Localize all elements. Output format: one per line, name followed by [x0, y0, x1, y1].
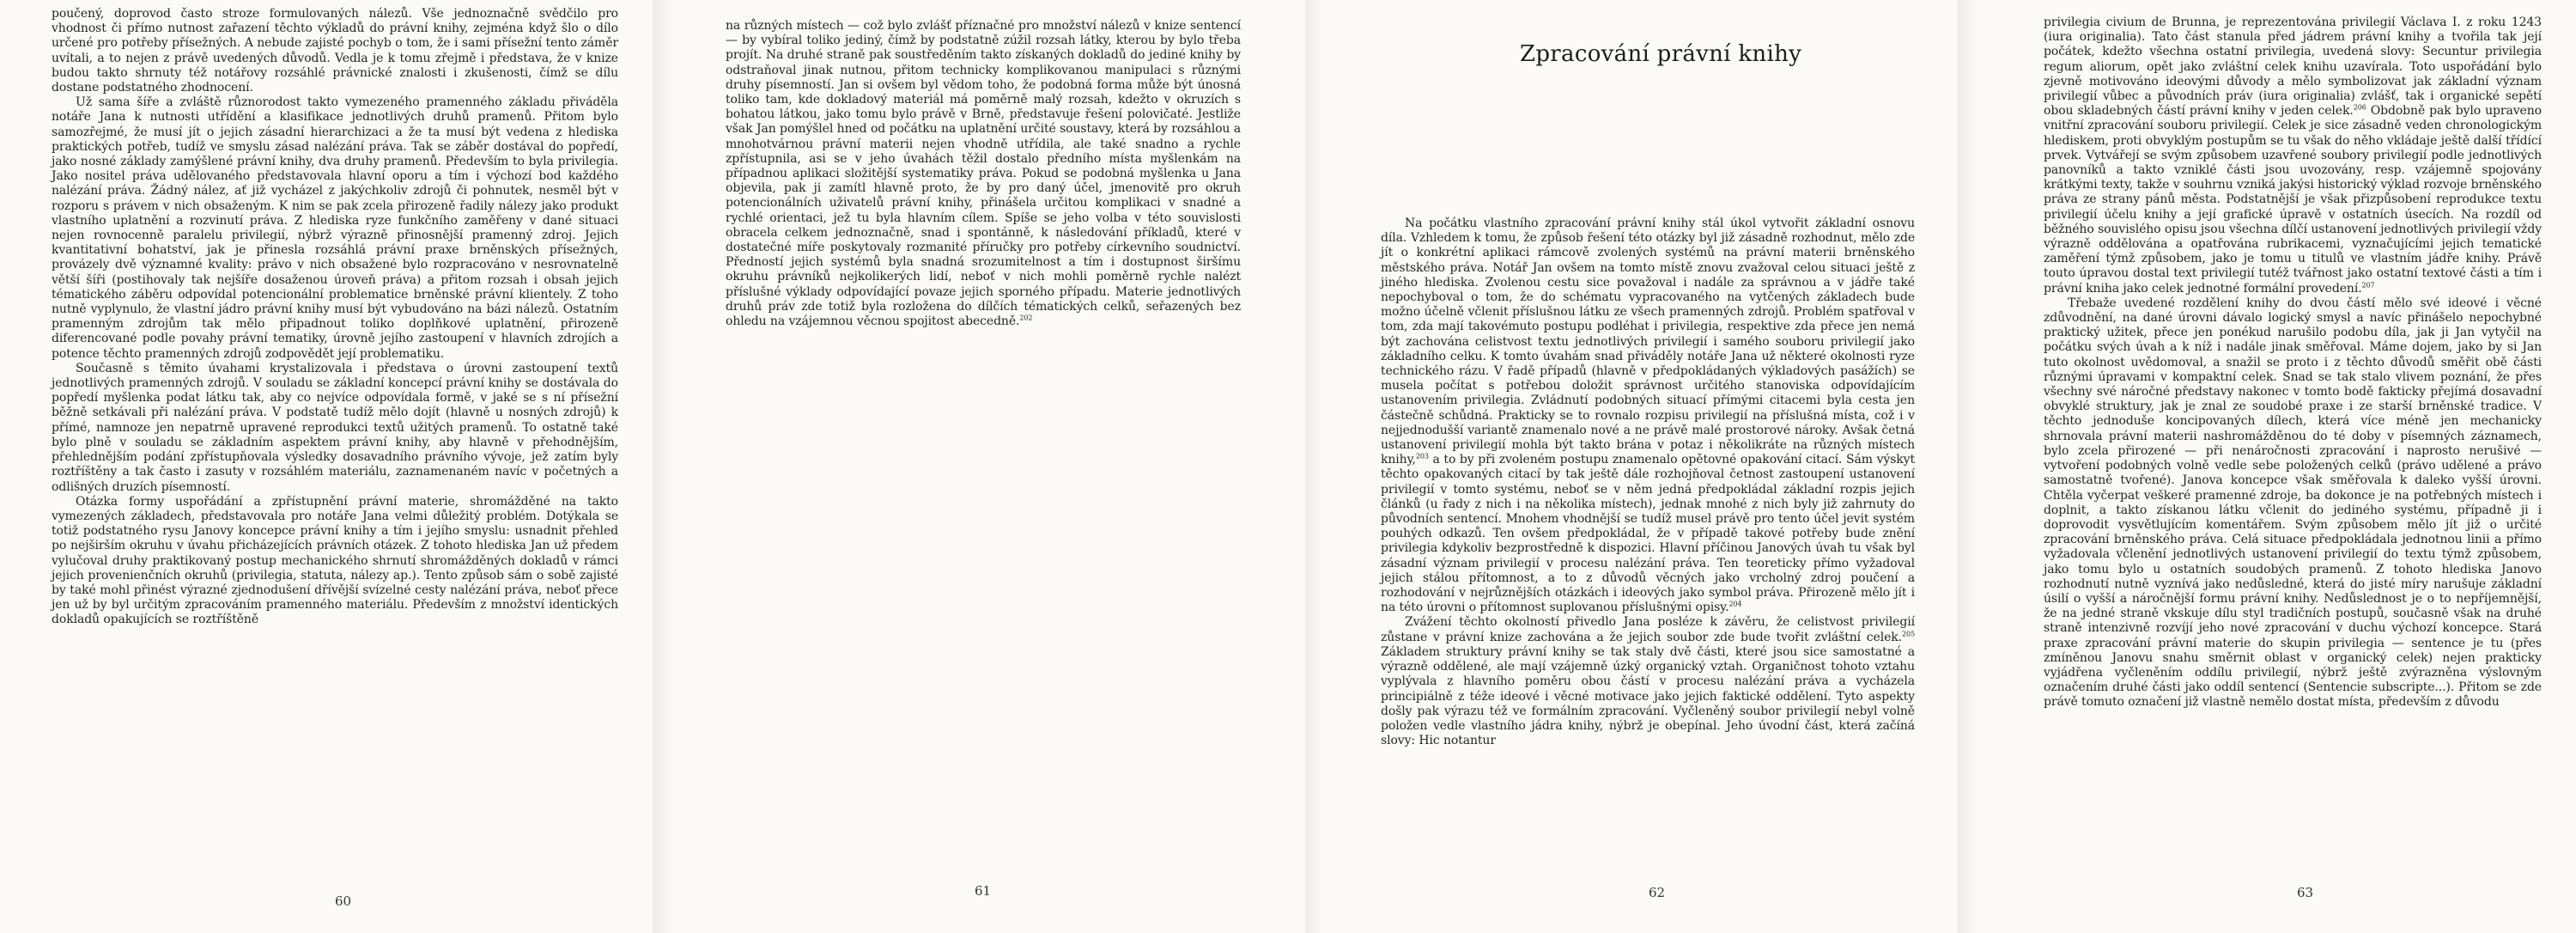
paragraph: Už sama šíře a zvláště různorodost takto vymezeného pramenného základu přiváděla notáře Jana k nutnosti utřídění a klasifikace jednotlivých druhů pramenů. Přitom bylo samozřejmé, že musí jít o jejich zásadní hierarchizaci a že ta musí být vedena z hlediska praktických potřeb, tudíž ve smyslu zásad nalézání práva. Tak se záběr dostával do popředí, jako nosné základy zamýšlené právní knihy, dva druhy pramenů. Především to byla privilegia. Jako nositel práva udělovaného představovala hlavní oporu a tím i výchozí bod každého nalézání práva. Žádný nález, ať již vycházel z jakýchkoliv zdrojů či pohnutek, nesměl být v rozporu s právem v nich obsaženým. K nim se pak zcela přirozeně řadily nálezy jako produkt vlastního uplatnění a rozvinutí práva. Z hlediska ryze funkčního zaměřeny v dané situaci nejen rovnocenně paralelu privilegií, nýbrž výrazně přinosnější pramenný zdroj. Jejich kvantitativní bohatství, jak je přinesla rozsáhlá právní praxe brněnských přísežných, provázely dvě významné kvality: právo v nich obsažené bylo rozpracováno v nesrovnatelně větší šíři (postihovaly tak nejšíře dosaženou úroveň práva) a přitom rozsah i obsah jejich tématického záběru odpovídal potencionální problematice brněnské právní klientely. Z toho nutně vyplynulo, že vlastní jádro právní knihy musí být vybudováno na bázi nálezů. Ostatním pramenným zdrojům tak mělo připadnout toliko doplňkové uplatnění, přirozeně diferencované podle povahy právní tematiky, úrovně jejího zastoupení v hlavních zdrojích a potence těchto pramenných zdrojů zodpovědět její problematiku.: [52, 95, 618, 361]
page-body-text: [1381, 216, 1915, 748]
paragraph: na různých místech — což bylo zvlášť příznačné pro množství nálezů v knize sentencí — by vybíral toliko jediný, čímž by podstatně zúžil rozsah látky, kterou by bylo třeba projít. Na druhé straně pak soustředěním takto získaných dokladů do jediné knihy by odstraňoval jinak nutnou, přitom technicky komplikovanou manipulaci s různými druhy písemností. Jan si ovšem byl vědom toho, že podobná forma může být únosná toliko tam, kde dokladový materiál má poměrně malý rozsah, kdežto v okruzích s bohatou látkou, jako tomu bylo právě v Brně, představuje řešení polovičaté. Jestliže však Jan pomýšlel hned od počátku na uplatnění určité soustavy, která by rozsáhlou a mnohotvárnou právní materii nejen vhodně utřídila, ale také snadno a rychle zpřístupnila, asi se v jeho úvahách těžil dostalo předního místa myšlenkám na případnou aplikaci složitější systematiky práva. Pokud se podobná myšlenka u Jana objevila, pak ji zamítl hlavně proto, že by pro daný účel, jmenovitě pro okruh potencionálních uživatelů právní knihy, přinášela určitou komplikaci v snadné a rychlé orientaci, jež tu byla hlavním cílem. Spíše se jeho volba v této souvislosti obracela celkem jednoznačně, snad i spontánně, k následování příkladů, které v dostatečné míře poskytovaly rozmanité příručky pro potřeby církevního soudnictví. Předností jejich systémů byla snadná srozumitelnost a tím i dostupnost širšímu okruhu právníků nejkolikerých lidí, neboť v nich mohli poměrně rychle nalézt příslušné výklady odpovídající povaze jejich sporného případu. Materie jednotlivých druhů práv zde totiž byla rozložena do dílčích tématických celků, seřazených bez ohledu na vzájemnou věcnou spojitost abecedně.$^{202}$: [726, 19, 1241, 329]
page-body-text: [52, 7, 618, 628]
page-number: 61: [975, 883, 992, 899]
book-page-61: [653, 0, 1305, 933]
paragraph: Současně s těmito úvahami krystalizovala i představa o úrovni zastoupení textů jednotlivých pramenných zdrojů. V souladu se základní koncepcí právní knihy se dostávala do popředí myšlenka podat látku tak, aby co nejvíce odpovídala formě, v jaké se s ní přísežní běžně setkávali při nalézání práva. V podstatě tudíž mělo dojít (hlavně u nosných zdrojů) k přímé, namnoze jen nepatrně upravené reprodukci textů užitých pramenů. To ostatně také bylo plně v souladu se základním aspektem právní knihy, aby hlavně v přehodnějším, přehlednějším podání zpřístupňovala výsledky dosavadního právního vývoje, jež zatím byly roztříštěny a tak často i zasuty v rozsáhlém materiálu, zaznamenaném navíc v početných a odlišných druzích písemností.: [52, 361, 618, 494]
book-page-60: [0, 0, 653, 933]
page-number: 60: [335, 893, 352, 909]
page-gutter-shadow: [1958, 0, 1977, 933]
paragraph: Na počátku vlastního zpracování právní knihy stál úkol vytvořit základní osnovu díla. Vzhledem k tomu, že způsob řešení této otázky byl již zásadně rozhodnut, mělo zde jít o konkrétní aplikaci rámcově zvolených systémů na právní materii brněnského městského práva. Notář Jan ovšem na tomto místě znovu zvažoval celou situaci ještě z jiného hlediska. Zvolenou cestu sice považoval i nadále za správnou a v jádře také nepochyboval o tom, že do schématu vypracovaného na vytčených základech bude možno účelně včlenit příslušnou látku ze všech pramenných zdrojů. Problém spatřoval v tom, zda mají takovémuto postupu podléhat i privilegia, respektive zda přece jen nemá být zachována celistvost textu jednotlivých privilegií i samého souboru privilegií jako základního celku. K tomto úvahám snad přiváděly notáře Jana už některé okolnosti ryze technického rázu. V řadě případů (hlavně v předpokládaných výkladových pasážích) se musela počítat s potřebou doložit správnost určitého stanoviska odpovídajícím ustanovením privilegia. Zvládnutí podobných situací přímými citacemi byla cesta jen částečně schůdná. Prakticky se to rovnalo rozpisu privilegií na příslušná místa, což i v nejjednodušší variantě znamenalo nové a ne právě malé prostorové nároky. Avšak četná ustanovení privilegií mohla být takto brána v potaz i několikráte na různých místech knihy,$^{203}$ a to by při zvoleném postupu znamenalo opětovné opakování citací. Sám výskyt těchto opakovaných citací by tak ještě dále rozhojňoval četnost zastoupení ustanovení privilegií v tomto systému, neboť se v něm jedná předpokládal základní rozpis jejich článků (u řady z nich i na několika místech), jednak mnohé z nich byly již zahrnuty do původních sentencí. Mnohem vhodnější se tudíž musel právě pro tento účel jevit systém pouhých odkazů. Ten ovšem předpokládal, že v případě takové potřeby bude znění privilegia kdykoliv bezprostředně k dispozici. Hlavní příčinou Janových úvah tu však byl zásadní význam privilegií v procesu nalézání práva. Ten teoreticky přímo vyžadoval jejich stálou přítomnost, a to z důvodů věcných jako vrcholný zdroj poučení a rozhodování v nejrůznějších otázkách i ideových jako symbol práva. Přirozeně mělo jít i na této úrovni o přítomnost suplovanou příslušnými opisy.$^{204}$: [1381, 216, 1915, 615]
paragraph: poučený, doprovod často stroze formulovaných nálezů. Vše jednoznačně svědčilo pro vhodnost či přímo nutnost zařazení těchto výkladů do právní knihy, zejména když šlo o dílo určené pro potřeby přísežných. A nebude zajisté pochyb o tom, že i sami přísežní tento záměr uvítali, a to nejen z právě uvedených důvodů. Vedla je k tomu zřejmě i představa, že v knize budou takto shrnuty též notářovy rozsáhlé právnické znalosti i zkušenosti, čímž se dílu dostane podstatného zhodnocení.: [52, 7, 618, 95]
page-number: 62: [1649, 885, 1666, 900]
page-gutter-shadow: [653, 0, 671, 933]
page-gutter-shadow: [1305, 0, 1324, 933]
paragraph: privilegia civium de Brunna, je reprezentována privilegií Václava I. z roku 1243 (iura originalia). Tato část stanula před jádrem právní knihy a tvořila tak její počátek, kdežto všechna ostatní privilegia, uvedená slovy: Secuntur privilegia regum aliorum, opět jako zvláštní celek knihu uzavírala. Toto uspořádání bylo zjevně motivováno ideovými důvody a mělo symbolizovat jak základní význam privilegií vůbec a původních práv (iura originalia) zvlášť, tak i organické sepětí obou skladebných částí právní knihy v jeden celek.$^{206}$ Obdobně pak bylo upraveno vnitřní zpracování souboru privilegií. Celek je sice zásadně veden chronologickým hlediskem, proti obvyklým postupům se tu však do něho vkládaje ještě další třídící prvek. Vytvářejí se svým způsobem uzavřené soubory privilegií podle jednotlivých panovníků a takto vzniklé části jsou uvozovány, resp. vzájemně spojovány krátkými texty, takže v souhrnu vzniká jakýsi historický výklad rozvoje brněnského práva ze strany pánů města. Podstatnější je však přizpůsobení reprodukce textu privilegií účelu knihy a její grafické úpravě v ostatních úsecích. Na rozdíl od běžného souvislého opisu jsou všechna dílčí ustanovení jednotlivých privilegií vždy výrazně oddělována a opatřována rubrikacemi, vyznačujícími jejich tematické zaměření týmž způsobem, jako je tomu u titulů ve vlastním jádře knihy. Právě touto úpravou dostal text privilegií tutéž tvářnost jako ostatní textové části a tím i právní kniha jako celek jednotné formální provedení.$^{207}$: [2044, 15, 2542, 296]
paragraph: Třebaže uvedené rozdělení knihy do dvou částí mělo své ideové i věcné zdůvodnění, na dané úrovni dávalo logický smysl a navíc přinášelo nepochybné praktický užitek, přece jen ponékud narušilo podobu díla, jak ji Jan vytyčil na počátku svých úvah a k níž i nadále jinak směřoval. Máme dojem, jako by si Jan tuto okolnost uvědomoval, a snažil se proto i z těchto důvodů směřit obě části různými úpravami v kompaktní celek. Snad se tak stalo vlivem poznání, že přes všechny své náročné představy nakonec v tomto bodě fakticky přejímá dosavadní obvyklé struktury, jak je znal ze soudobé praxe i ze starší brněnské tradice. V těchto jednoduše koncipovaných dílech, která více méně jen mechanicky shrnovala právní materii nashromážděnou do té doby v písemných záznamech, bylo zcela přirozené — při nenáročnosti zpracování i naprosto nerušivé — vytvoření podobných volně vedle sebe položených celků (právo udělené a právo samostatně tvořené). Janova koncepce však směřovala k daleko vyšší úrovni. Chtěla vyčerpat veškeré pramenné zdroje, ba dokonce je na potřebných místech i doplnit, a takto získanou látku včlenit do jediného systému, případně ji i doprovodit vysvětlujícím komentářem. Svým způsobem mělo jít již o určité zpracování brněnského práva. Celá situace předpokládala jednotnou linii a přímo vyžadovala včlenění jednotlivých ustanovení privilegií do textu týmž způsobem, jako tomu bylo u ostatních soudobých pramenů. Z tohoto hlediska Janovo rozhodnutí nutně vyznívá jako nedůsledné, která do jisté míry narušuje základní úsilí o vyšší a náročnější formu právní knihy. Nedůslednost je o to nepříjemnější, že na jedné straně vkskuje dílu styl tradičních postupů, současně však na druhé straně intenzivně rozvíjí jeho nové zpracování v duchu výchozí koncepce. Stará praxe zpracování právní materie do skupin privilegia — sentence je tu (přes zmíněnou Janovu snahu směrnit oblast v organický celek) nejen prakticky vyjádřena vyčleněním oddílu privilegií, nýbrž ještě zvýrazněna výslovným označením druhé části jako oddíl sentencí (Sentencie subscripte...). Přitom se zde právě tomuto označení již vlastně nemělo dostat místa, především z důvodu: [2044, 296, 2542, 710]
page-number: 63: [2297, 885, 2314, 900]
page-body-text: [2044, 15, 2542, 710]
page-body-text: [726, 19, 1241, 329]
paragraph: Zvážení těchto okolností přivedlo Jana posléze k závěru, že celistvost privilegií zůstane v právní knize zachována a že jejich soubor zde bude tvořit zvláštní celek.$^{205}$ Základem struktury právní knihy se tak staly dvě části, které jsou sice samostatné a výrazně oddělené, ale mají vzájemně úzký organický vztah. Organičnost tohoto vztahu vyplývala z hlavního poměru obou částí v procesu nalézání práva a vycházela principiálně z téže ideové i věcné motivace jako jejich faktické oddělení. Tyto aspekty došly pak výrazu též ve formálním zpracování. Vyčleněný soubor privilegií nebyl volně položen vedle vlastního jádra knihy, nýbrž je obepínal. Jeho úvodní část, která začíná slovy: Hic notantur: [1381, 615, 1915, 748]
book-page-62: [1305, 0, 1958, 933]
paragraph: Otázka formy uspořádání a zpřístupnění právní materie, shromážděné na takto vymezených základech, představovala pro notáře Jana velmi důležitý problém. Dotýkala se totiž podstatného rysu Janovy koncepce právní knihy a tím i jejího smyslu: usnadnit přehled po nejširším okruhu v úvahu přicházejících právních otázek. Z tohoto hlediska Jan už předem vylučoval druhy praktikovaný postup mechanického shrnutí shromážděných dokladů v rámci jejich provenienčních okruhů (privilegia, statuta, nálezy ap.). Tento způsob sám o sobě zajisté by také mohl přinést výrazné zjednodušení dřívější svízelné cesty nalézání práva, neboť přece jen už by byl určitým zpracováním pramenného materiálu. Především z množství identických dokladů opakujících se roztříštěně: [52, 494, 618, 627]
book-page-63: [1958, 0, 2576, 933]
chapter-title: Zpracování právní knihy: [1520, 41, 1802, 67]
